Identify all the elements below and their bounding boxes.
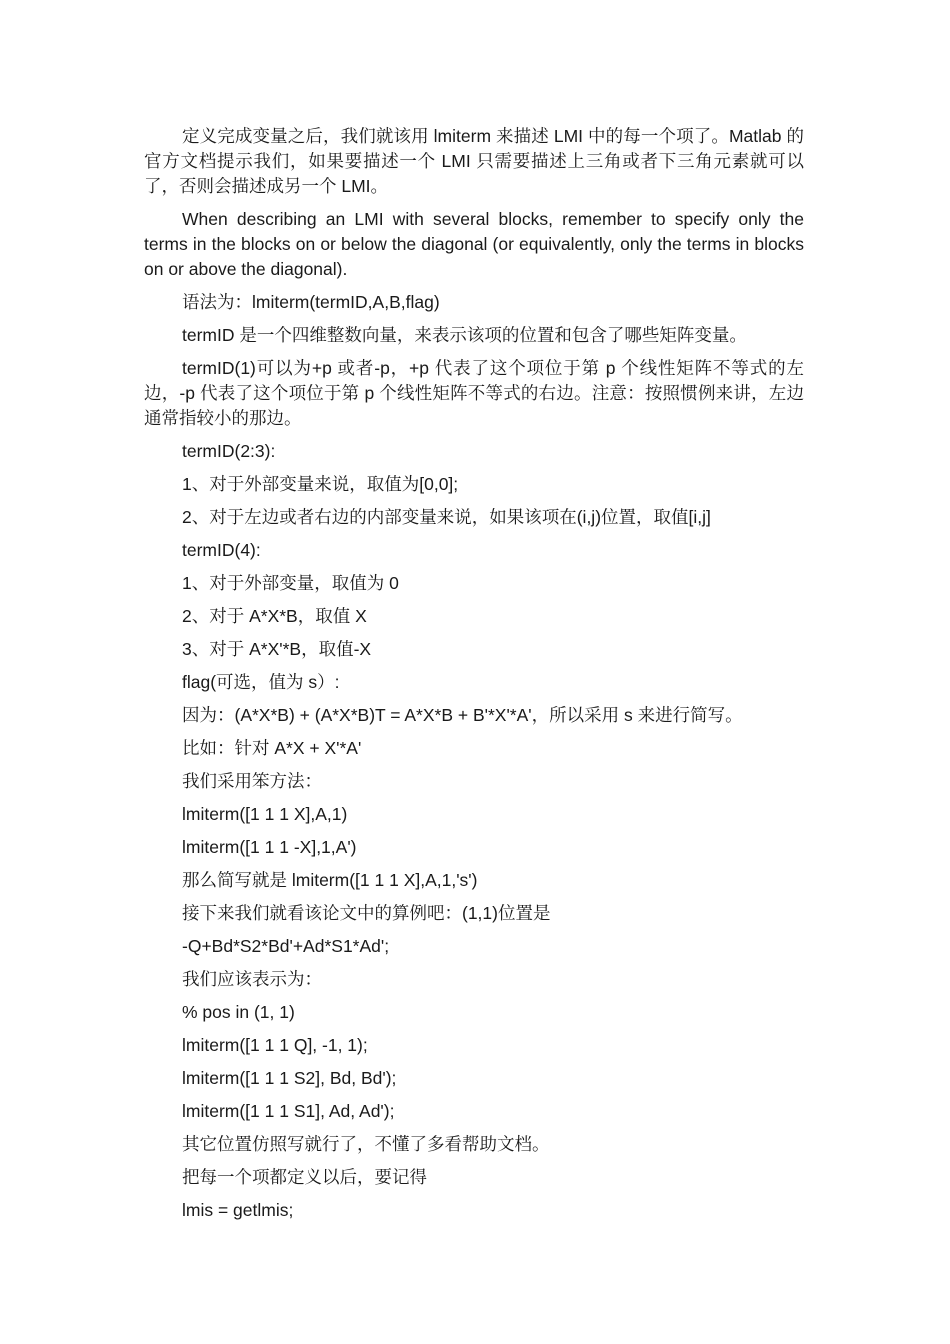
paragraph-english-quote: When describing an LMI with several blocks, remember to specify only the terms in the blocks on or below the diagonal (or equivalently, only the terms in blocks on or above the diagonal). [144, 209, 804, 279]
text-line: 1、对于外部变量来说，取值为[0,0]; [182, 474, 459, 494]
text-line: 接下来我们就看该论文中的算例吧：(1,1)位置是 [182, 903, 551, 923]
text-line: 我们应该表示为： [182, 969, 322, 989]
code-line: lmiterm([1 1 1 S2], Bd, Bd'); [182, 1068, 397, 1088]
text-line: 3、对于 A*X'*B，取值-X [182, 639, 372, 659]
text-line: 2、对于左边或者右边的内部变量来说，如果该项在(i,j)位置，取值[i,j] [182, 507, 711, 527]
code-line: lmiterm([1 1 1 -X],1,A') [182, 837, 357, 857]
paragraph-termid: termID 是一个四维整数向量，来表示该项的位置和包含了哪些矩阵变量。 [182, 325, 747, 345]
code-line: lmis = getlmis; [182, 1200, 294, 1220]
text-line: flag(可选，值为 s）: [182, 672, 340, 692]
text-line: 那么简写就是 lmiterm([1 1 1 X],A,1,'s') [182, 870, 478, 890]
text-line: 我们采用笨方法： [182, 771, 322, 791]
text-line: 把每一个项都定义以后，要记得 [182, 1167, 427, 1187]
code-line: -Q+Bd*S2*Bd'+Ad*S1*Ad'; [182, 936, 390, 956]
code-line: lmiterm([1 1 1 X],A,1) [182, 804, 348, 824]
paragraph-syntax: 语法为：lmiterm(termID,A,B,flag) [182, 292, 440, 312]
text-line: 因为：(A*X*B) + (A*X*B)T = A*X*B + B'*X'*A'，所以采用 s 来进行简写。 [182, 705, 743, 725]
text-line: termID(2:3): [182, 441, 276, 461]
document-body [144, 124, 804, 1231]
text-line: 1、对于外部变量，取值为 0 [182, 573, 399, 593]
code-line: lmiterm([1 1 1 Q], -1, 1); [182, 1035, 368, 1055]
paragraph-intro: 定义完成变量之后，我们就该用 lmiterm 来描述 LMI 中的每一个项了。Matlab 的官方文档提示我们，如果要描述一个 LMI 只需要描述上三角或者下三角元素就可以了，否则会描述成另一个 LMI。 [144, 126, 804, 196]
text-line: 比如：针对 A*X + X'*A' [182, 738, 362, 758]
text-line: 2、对于 A*X*B，取值 X [182, 606, 367, 626]
code-line: lmiterm([1 1 1 S1], Ad, Ad'); [182, 1101, 395, 1121]
code-line: % pos in (1, 1) [182, 1002, 295, 1022]
text-line: 其它位置仿照写就行了，不懂了多看帮助文档。 [182, 1134, 550, 1154]
text-line: termID(4): [182, 540, 261, 560]
paragraph-termid1: termID(1)可以为+p 或者-p，+p 代表了这个项位于第 p 个线性矩阵不等式的左边，-p 代表了这个项位于第 p 个线性矩阵不等式的右边。注意：按照惯例来讲，左边通常指较小的那边。 [144, 358, 804, 428]
